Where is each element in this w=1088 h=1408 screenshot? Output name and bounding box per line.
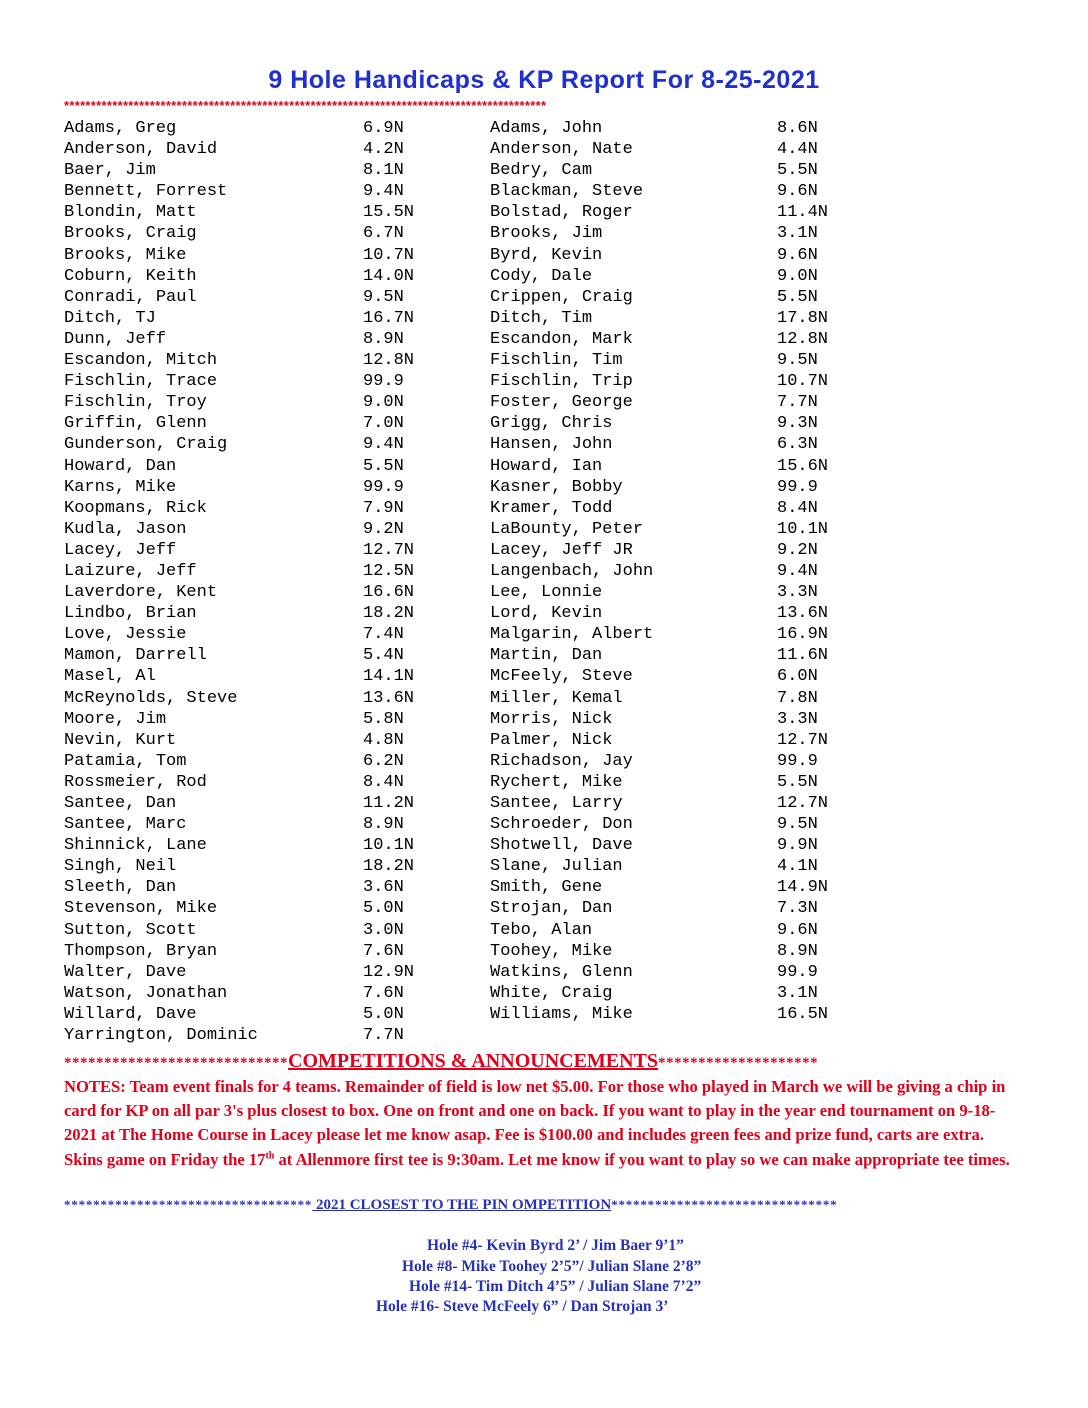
player-name-left: Conradi, Paul xyxy=(64,287,197,307)
kp-hole-14: Hole #14- Tim Ditch 4’5” / Julian Slane 7’2” xyxy=(409,1278,702,1295)
player-name-left: Stevenson, Mike xyxy=(64,899,218,919)
player-name-left: Coburn, Keith xyxy=(64,266,197,286)
player-name-right: Blackman, Steve xyxy=(490,182,644,202)
handicap-left: 5.4N xyxy=(363,646,404,666)
player-name-right: Miller, Kemal xyxy=(490,688,623,708)
handicap-left: 4.2N xyxy=(363,140,404,160)
player-name-left: Masel, Al xyxy=(64,667,156,687)
player-name-left: Laverdore, Kent xyxy=(64,583,218,603)
report-title: 9 Hole Handicaps & KP Report For 8-25-2021 xyxy=(268,66,820,94)
handicap-row xyxy=(64,751,864,772)
handicap-left: 8.4N xyxy=(363,772,404,792)
handicap-right: 6.0N xyxy=(777,667,818,687)
handicap-row xyxy=(64,456,864,477)
handicap-row xyxy=(64,814,864,835)
handicap-right: 7.8N xyxy=(777,688,818,708)
player-name-left: Karns, Mike xyxy=(64,477,177,497)
player-name-right: Ditch, Tim xyxy=(490,308,593,328)
player-name-right: McFeely, Steve xyxy=(490,667,633,687)
player-name-left: Baer, Jim xyxy=(64,161,156,181)
handicap-left: 12.5N xyxy=(363,561,415,581)
handicap-row xyxy=(64,877,864,898)
handicap-row xyxy=(64,498,864,519)
player-name-left: Willard, Dave xyxy=(64,1004,197,1024)
handicap-left: 16.7N xyxy=(363,308,415,328)
player-name-right: Toohey, Mike xyxy=(490,941,613,961)
player-name-left: Lacey, Jeff xyxy=(64,540,177,560)
top-divider: ****************************************************************************************** xyxy=(64,98,547,113)
kp-hole-16: Hole #16- Steve McFeely 6” / Dan Strojan 3’ xyxy=(376,1298,669,1315)
handicap-right: 10.1N xyxy=(777,519,829,539)
kp-stars-left: ********************************** xyxy=(64,1197,313,1212)
competitions-stars-left: **************************** xyxy=(64,1055,288,1071)
handicap-row xyxy=(64,624,864,645)
handicap-right: 12.8N xyxy=(777,329,829,349)
player-name-left: Rossmeier, Rod xyxy=(64,772,207,792)
player-name-right: Hansen, John xyxy=(490,435,613,455)
player-name-right: Williams, Mike xyxy=(490,1004,633,1024)
handicap-left: 7.9N xyxy=(363,498,404,518)
handicap-right: 11.4N xyxy=(777,203,829,223)
kp-title: 2021 CLOSEST TO THE PIN OMPETITION xyxy=(312,1197,612,1213)
player-name-left: Dunn, Jeff xyxy=(64,329,167,349)
player-name-right: LaBounty, Peter xyxy=(490,519,644,539)
player-name-right: Rychert, Mike xyxy=(490,772,623,792)
handicap-right: 9.5N xyxy=(777,815,818,835)
player-name-right: Lee, Lonnie xyxy=(490,583,603,603)
handicap-row xyxy=(64,898,864,919)
player-name-left: Fischlin, Troy xyxy=(64,393,207,413)
handicap-right: 17.8N xyxy=(777,308,829,328)
handicap-left: 9.4N xyxy=(363,435,404,455)
handicap-left: 8.1N xyxy=(363,161,404,181)
handicap-left: 9.4N xyxy=(363,182,404,202)
handicap-right: 4.4N xyxy=(777,140,818,160)
handicap-right: 10.7N xyxy=(777,372,829,392)
handicap-left: 5.5N xyxy=(363,456,404,476)
player-name-right: Shotwell, Dave xyxy=(490,836,633,856)
handicap-row xyxy=(64,645,864,666)
player-name-left: Sleeth, Dan xyxy=(64,878,177,898)
kp-heading xyxy=(64,1196,1024,1214)
handicap-right: 7.3N xyxy=(777,899,818,919)
player-name-right: Fischlin, Trip xyxy=(490,372,633,392)
handicap-row xyxy=(64,202,864,223)
handicap-left: 99.9 xyxy=(363,372,404,392)
handicap-right: 8.6N xyxy=(777,119,818,138)
player-name-right: Escandon, Mark xyxy=(490,329,633,349)
handicap-right: 9.4N xyxy=(777,561,818,581)
player-name-right: Lord, Kevin xyxy=(490,604,603,624)
player-name-right: Foster, George xyxy=(490,393,633,413)
player-name-left: Nevin, Kurt xyxy=(64,730,177,750)
player-name-left: Brooks, Craig xyxy=(64,224,197,244)
handicap-row xyxy=(64,561,864,582)
player-name-right: Kasner, Bobby xyxy=(490,477,623,497)
handicap-left: 7.6N xyxy=(363,983,404,1003)
handicap-row xyxy=(64,835,864,856)
handicap-left: 7.0N xyxy=(363,414,404,434)
player-name-left: Fischlin, Trace xyxy=(64,372,218,392)
handicap-row xyxy=(64,223,864,244)
handicap-right: 3.3N xyxy=(777,583,818,603)
handicap-row xyxy=(64,983,864,1004)
handicap-right: 5.5N xyxy=(777,772,818,792)
player-name-left: Bennett, Forrest xyxy=(64,182,228,202)
handicap-right: 3.1N xyxy=(777,224,818,244)
handicap-row xyxy=(64,477,864,498)
player-name-left: Brooks, Mike xyxy=(64,245,187,265)
handicap-row xyxy=(64,666,864,687)
player-name-right: Byrd, Kevin xyxy=(490,245,603,265)
player-name-right: Schroeder, Don xyxy=(490,815,633,835)
player-name-right: Martin, Dan xyxy=(490,646,603,666)
handicap-left: 7.7N xyxy=(363,1026,404,1046)
handicap-row xyxy=(64,519,864,540)
notes-superscript: th xyxy=(265,1150,275,1162)
handicap-left: 12.8N xyxy=(363,351,415,371)
handicap-right: 9.3N xyxy=(777,414,818,434)
handicap-row xyxy=(64,371,864,392)
player-name-left: Gunderson, Craig xyxy=(64,435,228,455)
player-name-right: Langenbach, John xyxy=(490,561,654,581)
handicap-left: 18.2N xyxy=(363,857,415,877)
player-name-right: Slane, Julian xyxy=(490,857,623,877)
player-name-right: Morris, Nick xyxy=(490,709,613,729)
player-name-left: Moore, Jim xyxy=(64,709,167,729)
handicap-right: 12.7N xyxy=(777,794,829,813)
player-name-left: Sutton, Scott xyxy=(64,920,197,940)
handicap-left: 5.0N xyxy=(363,899,404,919)
handicap-left: 10.1N xyxy=(363,836,415,856)
handicap-row xyxy=(64,941,864,962)
player-name-left: Thompson, Bryan xyxy=(64,941,218,961)
handicap-row xyxy=(64,540,864,561)
handicap-right: 13.6N xyxy=(777,604,829,624)
notes-text-part1: NOTES: Team event finals for 4 teams. Remainder of field is low net $5.00. For those who played in March we will be giving a chip in card for KP on all par 3's plus closest to box. One on front and one on back. If you want to play in the year end tournament on 9-18-2021 at The Home Course in Lacey please let me know asap. Fee is $100.00 and includes green fees and prize fund, carts are extra. Skins game on Friday the 17 xyxy=(64,1077,1006,1169)
handicap-row xyxy=(64,434,864,455)
handicap-row xyxy=(64,793,864,814)
handicap-right: 7.7N xyxy=(777,393,818,413)
handicap-right: 5.5N xyxy=(777,287,818,307)
player-name-left: Kudla, Jason xyxy=(64,519,187,539)
handicap-right: 99.9 xyxy=(777,751,818,771)
player-name-right: Grigg, Chris xyxy=(490,414,613,434)
player-name-right: Malgarin, Albert xyxy=(490,625,654,645)
handicap-left: 3.0N xyxy=(363,920,404,940)
handicap-row xyxy=(64,603,864,624)
player-name-left: Griffin, Glenn xyxy=(64,414,207,434)
handicap-left: 9.2N xyxy=(363,519,404,539)
handicap-right: 9.2N xyxy=(777,540,818,560)
player-name-right: Howard, Ian xyxy=(490,456,603,476)
handicap-right: 9.6N xyxy=(777,245,818,265)
handicap-row xyxy=(64,350,864,371)
handicap-right: 11.6N xyxy=(777,646,829,666)
player-name-left: Santee, Marc xyxy=(64,815,187,835)
handicap-right: 5.5N xyxy=(777,161,818,181)
handicap-left: 9.5N xyxy=(363,287,404,307)
player-name-right: Adams, John xyxy=(490,119,603,138)
handicap-right: 8.9N xyxy=(777,941,818,961)
handicap-row xyxy=(64,181,864,202)
player-name-left: Howard, Dan xyxy=(64,456,177,476)
player-name-left: Lindbo, Brian xyxy=(64,604,197,624)
handicap-right: 12.7N xyxy=(777,730,829,750)
handicap-row xyxy=(64,308,864,329)
handicap-row xyxy=(64,1004,864,1025)
player-name-right: Watkins, Glenn xyxy=(490,962,633,982)
handicap-left: 12.9N xyxy=(363,962,415,982)
handicap-left: 12.7N xyxy=(363,540,415,560)
kp-stars-right: ******************************* xyxy=(611,1197,838,1212)
player-name-right: Bedry, Cam xyxy=(490,161,593,181)
handicap-left: 6.2N xyxy=(363,751,404,771)
handicap-left: 9.0N xyxy=(363,393,404,413)
player-name-left: Ditch, TJ xyxy=(64,308,156,328)
handicap-left: 8.9N xyxy=(363,329,404,349)
player-name-left: Koopmans, Rick xyxy=(64,498,207,518)
handicap-right: 9.5N xyxy=(777,351,818,371)
player-name-right: Palmer, Nick xyxy=(490,730,613,750)
handicap-right: 6.3N xyxy=(777,435,818,455)
handicap-row xyxy=(64,413,864,434)
handicap-left: 14.0N xyxy=(363,266,415,286)
handicap-left: 8.9N xyxy=(363,815,404,835)
player-name-right: Richadson, Jay xyxy=(490,751,633,771)
player-name-right: Fischlin, Tim xyxy=(490,351,623,371)
handicap-right: 8.4N xyxy=(777,498,818,518)
handicap-row xyxy=(64,160,864,181)
player-name-right: Strojan, Dan xyxy=(490,899,613,919)
handicap-left: 18.2N xyxy=(363,604,415,624)
player-name-right: Lacey, Jeff JR xyxy=(490,540,633,560)
player-name-left: Laizure, Jeff xyxy=(64,561,197,581)
handicap-left: 16.6N xyxy=(363,583,415,603)
handicap-row xyxy=(64,582,864,603)
player-name-left: Blondin, Matt xyxy=(64,203,197,223)
handicap-right: 3.3N xyxy=(777,709,818,729)
kp-hole-4: Hole #4- Kevin Byrd 2’ / Jim Baer 9’1” xyxy=(427,1237,684,1254)
handicap-list xyxy=(64,118,864,1046)
player-name-right: Crippen, Craig xyxy=(490,287,633,307)
competitions-stars-right: ******************** xyxy=(658,1055,819,1071)
handicap-right: 99.9 xyxy=(777,477,818,497)
handicap-right: 9.6N xyxy=(777,182,818,202)
handicap-right: 9.9N xyxy=(777,836,818,856)
kp-hole-8: Hole #8- Mike Toohey 2’5”/ Julian Slane 2’8” xyxy=(402,1258,702,1275)
notes-text-part2: at Allenmore first tee is 9:30am. Let me know if you want to play so we can make appropriate tee times. xyxy=(274,1149,1010,1169)
handicap-left: 7.4N xyxy=(363,625,404,645)
player-name-left: Adams, Greg xyxy=(64,119,177,138)
player-name-right: Brooks, Jim xyxy=(490,224,603,244)
notes-paragraph xyxy=(64,1075,1024,1172)
handicap-row xyxy=(64,139,864,160)
player-name-left: Singh, Neil xyxy=(64,857,177,877)
competitions-heading xyxy=(64,1050,1024,1073)
player-name-right: Anderson, Nate xyxy=(490,140,633,160)
player-name-left: McReynolds, Steve xyxy=(64,688,238,708)
handicap-row xyxy=(64,118,864,139)
player-name-left: Escandon, Mitch xyxy=(64,351,218,371)
handicap-left: 5.0N xyxy=(363,1004,404,1024)
player-name-left: Shinnick, Lane xyxy=(64,836,207,856)
handicap-left: 5.8N xyxy=(363,709,404,729)
handicap-row xyxy=(64,1025,864,1046)
handicap-right: 14.9N xyxy=(777,878,829,898)
handicap-row xyxy=(64,856,864,877)
player-name-left: Anderson, David xyxy=(64,140,218,160)
handicap-right: 9.0N xyxy=(777,266,818,286)
handicap-row xyxy=(64,245,864,266)
handicap-right: 9.6N xyxy=(777,920,818,940)
handicap-left: 14.1N xyxy=(363,667,415,687)
player-name-right: Cody, Dale xyxy=(490,266,593,286)
player-name-left: Love, Jessie xyxy=(64,625,187,645)
handicap-row xyxy=(64,266,864,287)
handicap-left: 7.6N xyxy=(363,941,404,961)
handicap-left: 99.9 xyxy=(363,477,404,497)
handicap-left: 6.7N xyxy=(363,224,404,244)
player-name-right: Smith, Gene xyxy=(490,878,603,898)
handicap-row xyxy=(64,920,864,941)
handicap-row xyxy=(64,772,864,793)
handicap-row xyxy=(64,730,864,751)
player-name-left: Yarrington, Dominic xyxy=(64,1026,258,1046)
handicap-left: 10.7N xyxy=(363,245,415,265)
handicap-row xyxy=(64,392,864,413)
player-name-left: Patamia, Tom xyxy=(64,751,187,771)
player-name-left: Mamon, Darrell xyxy=(64,646,207,666)
handicap-row xyxy=(64,287,864,308)
handicap-right: 16.9N xyxy=(777,625,829,645)
player-name-left: Watson, Jonathan xyxy=(64,983,228,1003)
handicap-right: 16.5N xyxy=(777,1004,829,1024)
player-name-right: Kramer, Todd xyxy=(490,498,613,518)
handicap-left: 6.9N xyxy=(363,119,404,138)
player-name-right: Bolstad, Roger xyxy=(490,203,633,223)
handicap-left: 3.6N xyxy=(363,878,404,898)
handicap-row xyxy=(64,688,864,709)
handicap-right: 99.9 xyxy=(777,962,818,982)
competitions-title: COMPETITIONS & ANNOUNCEMENTS xyxy=(288,1050,659,1072)
handicap-row xyxy=(64,709,864,730)
handicap-right: 3.1N xyxy=(777,983,818,1003)
handicap-left: 15.5N xyxy=(363,203,415,223)
player-name-left: Santee, Dan xyxy=(64,794,177,813)
handicap-right: 4.1N xyxy=(777,857,818,877)
player-name-right: White, Craig xyxy=(490,983,613,1003)
player-name-left: Walter, Dave xyxy=(64,962,187,982)
handicap-row xyxy=(64,329,864,350)
player-name-right: Santee, Larry xyxy=(490,794,623,813)
player-name-right: Tebo, Alan xyxy=(490,920,593,940)
handicap-left: 13.6N xyxy=(363,688,415,708)
handicap-row xyxy=(64,962,864,983)
handicap-right: 15.6N xyxy=(777,456,829,476)
handicap-left: 11.2N xyxy=(363,794,415,813)
handicap-left: 4.8N xyxy=(363,730,404,750)
